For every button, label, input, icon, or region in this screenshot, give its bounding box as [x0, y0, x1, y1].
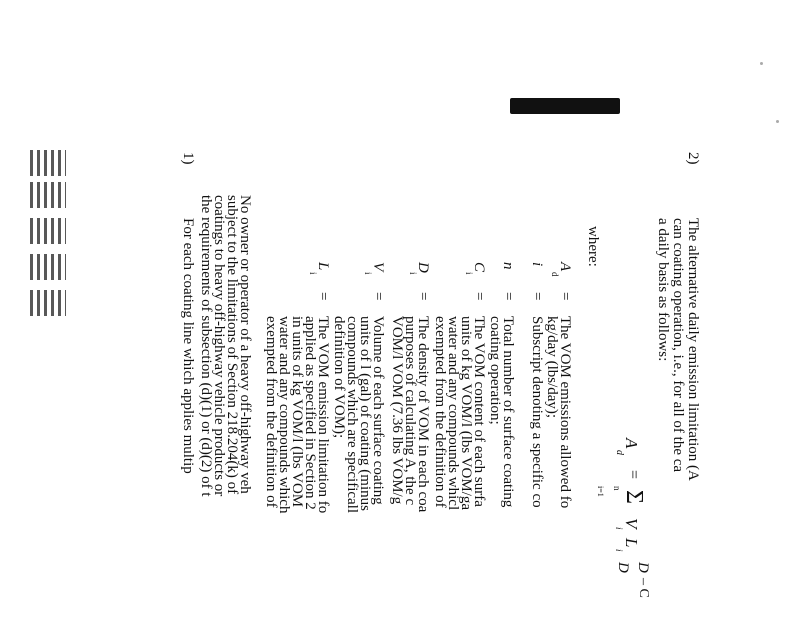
definition-equals: = — [529, 292, 545, 301]
definition-equals: = — [557, 292, 573, 301]
intro-line-1: The alternative daily emission limitation (A — [685, 218, 701, 481]
formula-term-v: V — [622, 518, 641, 529]
formula-sigma: Σ — [621, 490, 647, 504]
definition-text-line: kg/day (lbs/day); — [544, 316, 560, 419]
item-1-label: 1) — [180, 152, 196, 165]
formula-lhs: A — [622, 438, 641, 449]
definition-equals: = — [315, 292, 331, 301]
formula-sub-i2: i — [614, 549, 624, 552]
definition-text-line: VOM/l VOM (7.36 lbs VOM/g — [389, 316, 405, 505]
definition-text-line: Subscript denoting a specific co — [529, 316, 545, 508]
paragraph-line: coatings to heavy off-highway vehicle products or — [211, 195, 227, 497]
definition-symbol: D — [415, 262, 431, 273]
margin-stamp-mark — [30, 150, 66, 176]
formula-frac-num: D — [635, 562, 651, 573]
paragraph-line: subject to the limitations of Section 218.204(k) of — [224, 195, 240, 495]
definition-symbol-sub: i — [408, 272, 418, 275]
definition-text-line: The VOM content of each surfa — [471, 316, 487, 507]
definition-symbol: C — [471, 262, 487, 273]
formula-sub-i: i — [614, 527, 624, 530]
definition-equals: = — [415, 292, 431, 301]
formula-equals: = — [625, 470, 642, 480]
margin-stamp-mark — [30, 290, 66, 316]
definition-symbol: V — [370, 262, 386, 272]
intro-line-2: can coating operation, i.e., for all of the ca — [670, 218, 686, 473]
item-1-text: For each coating line which applies multip — [180, 218, 196, 474]
definition-text-line: exempted from the definition of — [432, 316, 448, 508]
intro-line-3: a daily basis as follows: — [655, 218, 671, 362]
definition-text-line: definition of VOM); — [331, 316, 347, 439]
formula-term-l: L — [622, 538, 641, 548]
definition-text-line: The VOM emission limitation fo — [315, 316, 331, 514]
definition-equals: = — [471, 292, 487, 301]
item-2-label: 2) — [685, 152, 701, 165]
paragraph-line: No owner or operator of a heavy off-highway veh — [237, 195, 253, 494]
definition-symbol-sub: i — [308, 272, 318, 275]
header-redaction-bar — [510, 98, 620, 114]
definition-symbol-sub: i — [363, 272, 373, 275]
definition-symbol: i — [529, 262, 545, 267]
where-label: where: — [585, 226, 601, 267]
definition-text-line: The VOM emissions allowed fo — [557, 316, 573, 509]
formula-sigma-lower: i=1 — [596, 486, 605, 497]
definition-text-line: water and any compounds which — [276, 316, 292, 514]
formula-frac-den: D — [615, 562, 631, 573]
formula-frac-tail: – C — [636, 578, 651, 598]
definition-text-line: The density of VOM in each coa — [415, 316, 431, 513]
definition-text-line: water and any compounds whicl — [445, 316, 461, 511]
definition-symbol: n — [500, 262, 516, 270]
formula-lhs-sub: d — [614, 450, 625, 455]
scan-speck — [760, 62, 763, 65]
margin-stamp-mark — [30, 218, 66, 244]
definition-text-line: applied as specified in Section 2 — [302, 316, 318, 510]
definition-equals: = — [500, 292, 516, 301]
formula-sigma-upper: n — [612, 486, 622, 491]
scan-speck — [776, 120, 779, 123]
definition-text-line: Total number of surface coating — [500, 316, 516, 508]
margin-stamp-mark — [30, 182, 66, 208]
definition-symbol: L — [315, 262, 331, 271]
definition-text-line: exempted from the definition of — [263, 316, 279, 508]
definition-text-line: Volume of each surface coating — [370, 316, 386, 505]
definition-symbol-sub: d — [550, 272, 560, 277]
margin-stamp-mark — [30, 254, 66, 280]
definition-text-line: in units of kg VOM/l (lbs VOM — [289, 316, 305, 508]
definition-equals: = — [370, 292, 386, 301]
definition-text-line: compounds which are specificall — [344, 316, 360, 514]
definition-text-line: purposes of calculating A, the c — [402, 316, 418, 506]
definition-text-line: units of kg VOM/l (lbs VOM/ga — [458, 316, 474, 511]
definition-symbol-sub: i — [464, 272, 474, 275]
paragraph-line: the requirements of subsection (d)(1) or (d)(2) of t — [198, 195, 214, 497]
definition-text-line: units of l (gal) of coating (minus — [357, 316, 373, 511]
definition-symbol: A — [557, 262, 573, 272]
definition-text-line: coating operation; — [487, 316, 503, 425]
